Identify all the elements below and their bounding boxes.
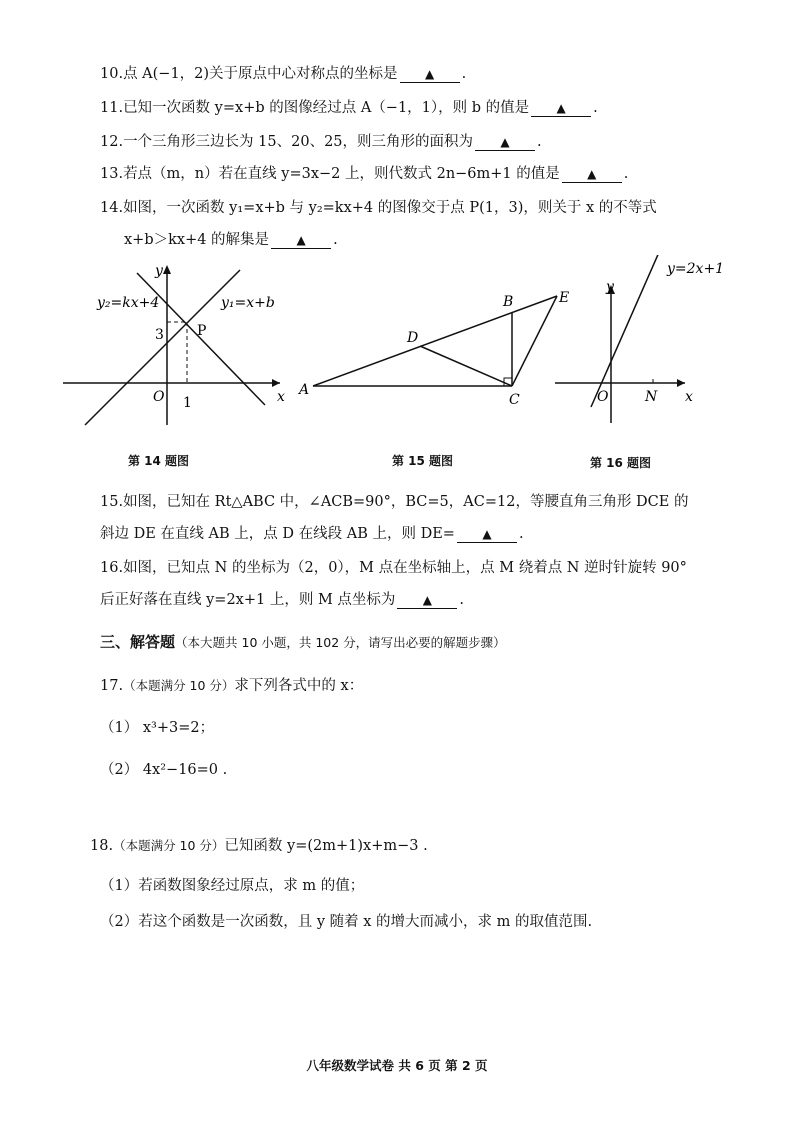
question-text: 如图，一次函数 y₁=x+b 与 y₂=kx+4 的图像交于点 P(1，3)，则关于 x 的不等式 [123,200,657,216]
question-13 [100,164,628,184]
question-text: x+b＞kx+4 的解集是 [124,232,270,248]
question-17-part1 [100,718,214,738]
answer-blank [562,166,622,183]
question-number: 13. [100,166,124,182]
answer-blank [531,100,591,117]
question-number: 17. [100,678,124,694]
point-e-label: E [559,290,570,306]
question-number: 14. [100,200,124,216]
question-17-part2 [100,760,227,780]
figure-16-caption: 第 16 题图 [590,456,652,470]
point-a-label: A [299,382,310,398]
question-number: 16. [100,560,124,576]
score-note: （本题满分 10 分） [123,678,235,693]
question-text: 一个三角形三边长为 15、20、25，则三角形的面积为 [123,134,474,150]
question-text: 斜边 DE 在直线 AB 上，点 D 在线段 AB 上，则 DE= [100,526,455,542]
line-y1-label: y₁=x+b [221,295,275,311]
tick-1-label: 1 [183,395,192,411]
question-text: 已知函数 y=(2m+1)x+m−3 . [224,838,428,854]
part-text: （2） 4x²−16=0 . [100,762,228,778]
x-axis-label: x [685,389,693,405]
figure-15-caption: 第 15 题图 [392,454,454,468]
question-17 [100,676,363,696]
question-number: 10. [100,66,124,82]
point-n-label: N [645,389,658,405]
y-axis-label: y [155,263,163,279]
section-note: （本大题共 10 小题，共 102 分，请写出必要的解题步骤） [175,635,506,650]
triangle-icon: ▲ [482,527,492,541]
triangle-icon: ▲ [296,233,306,247]
question-18-part2 [100,912,592,932]
figure-15 [295,280,585,410]
tick-3-label: 3 [155,327,164,343]
origin-label: O [597,389,609,405]
y-arrow-icon [163,265,171,274]
y-axis-label: y [606,279,614,295]
punctuation: . [593,100,598,116]
question-10 [100,64,466,84]
question-text: 如图，已知点 N 的坐标为（2，0），M 点在坐标轴上，点 M 绕着点 N 逆时针旋转 90° [123,560,687,576]
x-arrow-icon [272,379,280,387]
answer-blank [397,592,457,609]
question-text: 如图，已知在 Rt△ABC 中，∠ACB=90°，BC=5，AC=12，等腰直角三角形 DCE 的 [123,494,689,510]
question-text: 求下列各式中的 x： [234,678,364,694]
triangle-icon: ▲ [556,101,566,115]
question-number: 12. [100,134,124,150]
answer-blank [271,232,331,249]
x-arrow-icon [677,379,685,387]
question-11 [100,98,598,118]
question-18-part1 [100,876,364,896]
point-b-label: B [503,294,514,310]
punctuation: . [623,166,629,182]
triangle-icon: ▲ [424,67,435,81]
origin-label: O [153,389,165,405]
answer-blank [475,134,535,151]
point-d-label: D [407,330,419,346]
question-15-line2 [100,524,524,544]
segment-ae [313,296,557,386]
triangle-icon: ▲ [587,167,597,181]
question-text: 已知一次函数 y=x+b 的图像经过点 A（−1，1），则 b 的值是 [123,100,530,116]
section-3-header [100,632,506,653]
question-15 [100,492,688,512]
triangle-icon: ▲ [422,593,433,607]
question-number: 18. [90,838,114,854]
punctuation: . [518,526,524,542]
part-text: （2）若这个函数是一次函数，且 y 随着 x 的增大而减小，求 m 的取值范围. [100,914,593,930]
punctuation: . [459,592,465,608]
question-18 [90,836,428,856]
point-p-label: P [197,323,207,339]
punctuation: . [333,232,338,248]
line-y2-label: y₂=kx+4 [97,295,160,311]
score-note: （本题满分 10 分） [113,838,225,853]
line-y-2x-plus-1 [591,255,660,407]
question-12 [100,132,542,152]
question-text: 若点（m，n）若在直线 y=3x−2 上，则代数式 2n−6m+1 的值是 [123,166,560,182]
page-footer: 八年级数学试卷 共 6 页 第 2 页 [306,1058,488,1073]
triangle-icon: ▲ [500,135,510,149]
punctuation: . [537,134,542,150]
question-14 [100,198,657,218]
segment-dc [420,346,512,386]
figure-14 [55,255,295,435]
part-text: （1） x³+3=2； [100,720,215,736]
question-number: 11. [100,100,124,116]
question-16-line2 [100,590,464,610]
answer-blank [400,66,460,83]
question-14-line2 [124,230,338,250]
section-title: 三、解答题 [100,633,176,651]
question-text: 后正好落在直线 y=2x+1 上，则 M 点坐标为 [100,592,396,608]
x-axis-label: x [277,389,285,405]
line-label: y=2x+1 [667,261,725,277]
figure-16 [555,255,775,435]
answer-blank [457,526,517,543]
question-text: 点 A(−1，2)关于原点中心对称点的坐标是 [123,66,398,82]
punctuation: . [461,66,467,82]
question-16 [100,558,687,578]
point-c-label: C [509,392,520,408]
part-text: （1）若函数图象经过原点，求 m 的值； [100,878,365,894]
question-number: 15. [100,494,124,510]
figure-14-caption: 第 14 题图 [128,454,190,468]
